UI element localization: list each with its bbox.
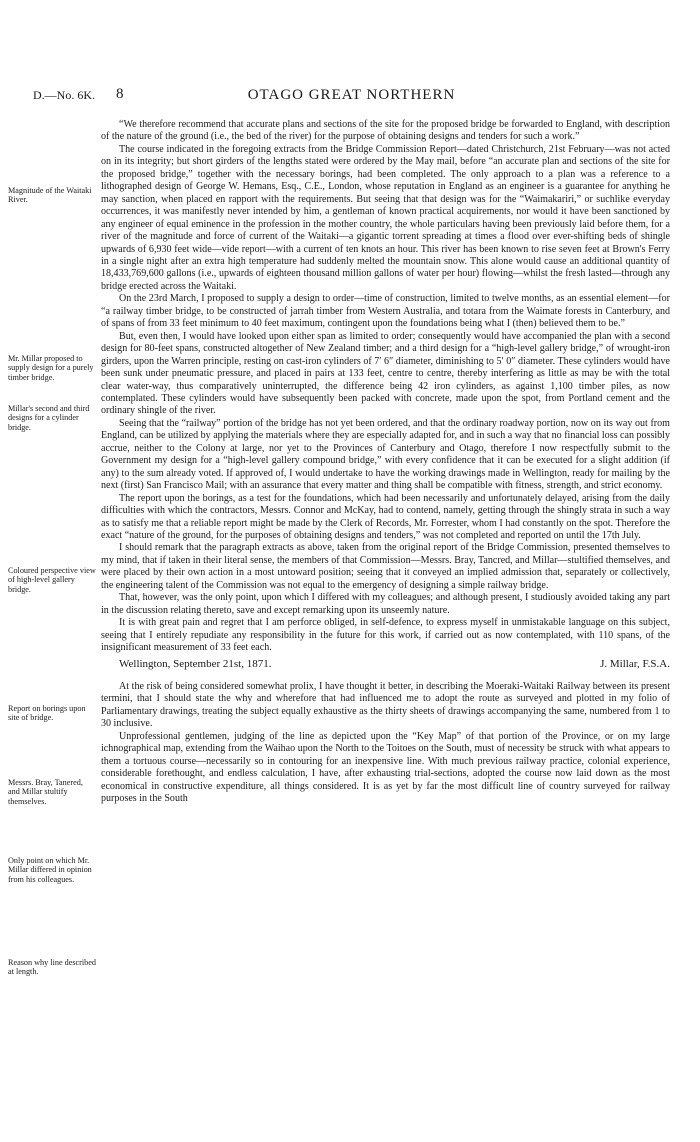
paragraph-recommendation: “We therefore recommend that accurate plans and sections of the site for the proposed bridge be forwarded to England, with description of the nature of the ground (i.e., the bed of the river) for the purpose of obtaining designs and tenders for such a work.” <box>101 119 670 143</box>
sidenote-borings-report: Report on borings upon site of bridge. <box>8 704 86 723</box>
signature-line <box>101 658 670 670</box>
sidenote-perspective-view: Coloured perspective view of high-level gallery bridge. <box>8 566 96 594</box>
paragraph-course-indicated: The course indicated in the foregoing extracts from the Bridge Commission Report—dated Christchurch, 21st February—was not acted on in its integrity; but short girders of the lengths stated were ordered by the May mail, before “an accurate plan and sections of the site for the proposed bridge,” together with the necessary borings, had been completed. The only approach to a plan was a reference to a lithographed design of George W. Hemans, Esq., C.E., London, whose reputation in England as an engineer is a guarantee for anything he may sanction, when placed en rapport with the requirements. But seeing that that design was for the “Waimakariri,” or suchlike everyday occurrences, it was manifestly never intended by him, a gentleman of known practical acquirements, nor would it have been sanctioned by any engineer of equal eminence in the profession in the mother country, the whole particulars having been previously laid before them, for a river of the magnitude and force of current of the Waitaki—a gigantic torrent spreading at times a flood over ever-shifting beds of shingle upwards of 6,930 feet wide—vide report—with a current of ten knots an hour. This river has been known to rise seven feet at Brown's Ferry in a single night after an extra high temperature had suddenly melted the mountain snow. This alone would cause an additional quantity of 18,433,769,600 gallons (i.e., upwards of eighteen thousand million gallons of water per hour) flowing—whilst the fresh lasted—through any bridge erected across the Waitaki. <box>101 143 670 292</box>
page-header <box>33 88 670 108</box>
signature-place-date: Wellington, September 21st, 1871. <box>119 658 272 671</box>
page-number: 8 <box>116 86 124 102</box>
document-body <box>101 119 670 805</box>
paragraph-alternative-designs: But, even then, I would have looked upon either span as limited to order; consequently would have accompanied the plan with a second design for 80-feet spans, constructed altogether of New Zealand timber; and a third design for a “high-level gallery bridge,” of wrought-iron girders, upon the Warren principle, resting on cast-iron cylinders of 7′ 6″ diameter, diminishing to 5′ 0″ diameter. These cylinders would have been sunk under pneumatic pressure, and placed in pairs at 133 feet, centre to centre, thereby interfering as little as may be with the total clear water-way, thus comparatively uninterrupted, the difference being 42 iron cylinders, as against 1,100 timber piles, as now contemplated. These cylinders would have subsequently been packed with concrete, made upon the spot, from Portland cement and the ordinary shingle of the river. <box>101 330 670 417</box>
page-title: OTAGO GREAT NORTHERN <box>247 87 456 103</box>
sidenote-cylinder-designs: Millar's second and third designs for a cylinder bridge. <box>8 404 90 432</box>
paragraph-only-point: That, however, was the only point, upon which I differed with my colleagues; and although present, I studiously avoided taking any part in the discussion relating thereto, save and except remarking upon its unseemly nature. <box>101 592 670 616</box>
paragraph-responsibility: It is with great pain and regret that I am perforce obliged, in self-defence, to express myself in unmistakable language on this subject, seeing that I entirely repudiate any responsibility in the future for this work, if carried out as now contemplated, with 110 spans, of the insignificant measurement of 33 feet each. <box>101 617 670 654</box>
sidenote-commission-members: Messrs. Bray, Tanered, and Millar stultify themselves. <box>8 778 83 806</box>
sidenote-timber-bridge: Mr. Millar proposed to supply design for a purely timber bridge. <box>8 354 94 382</box>
paragraph-unprofessional: Unprofessional gentlemen, judging of the line as depicted upon the “Key Map” of that portion of the Province, or on my large ichnographical map, extending from the Waihao upon the North to the Toitoes on the South, must of necessity be struck with what appears to them a tortuous course—necessarily so in contouring for an inexpensive line. With much previous railway practice, colonial experience, considerable forethought, and endless calculation, I have, after exhausting trial-sections, adopted the course now laid down as the most economical in constructive expenditure, all things considered. It is as yet by far the most difficult line of country surveyed for railway purposes in the South <box>101 730 670 805</box>
sidenote-only-point: Only point on which Mr. Millar differed in opinion from his colleagues. <box>8 856 92 884</box>
paragraph-timber-design: On the 23rd March, I proposed to supply a design to order—time of construction, limited to twelve months, as an essential element—for “a railway timber bridge, to be constructed of jarrah timber from Western Australia, and totara from the Waimate forests in Canterbury, and of spans of from 33 feet minimum to 40 feet maximum, contingent upon the foundations being what I (then) believed them to be.” <box>101 293 670 330</box>
paragraph-borings: The report upon the borings, as a test for the foundations, which had been necessarily and unfortunately delayed, arising from the daily difficulties with which the contractors, Messrs. Connor and McKay, had to contend, namely, getting through the shingly strata in such a way as to satisfy me that a reliable report might be made by the Clerk of Records, Mr. Forrester, whom I had constantly on the spot. Therefore the exact “nature of the ground, for the purposes of obtaining designs and tenders,” was not completed and reported on until the 17th July. <box>101 492 670 541</box>
paragraph-gallery-bridge: Seeing that the “railway” portion of the bridge has not yet been ordered, and that the ordinary roadway portion, now on its way out from England, can be utilized by applying the materials where they are especially adapted for, and in such a way that no financial loss can possibly accrue, neither to the Colony at large, nor yet to the Provinces of Canterbury and Otago, therefore I now respectfully submit to the Government my design for a “high-level gallery compound bridge,” with every confidence that it can be executed for a slight addition (if any) to the sum already voted. If approved of, I would undertake to have the working drawings made in Wellington, ready for mailing by the next (first) San Francisco Mail; with an assurance that every matter and thing shall be compatible with fitness, strength, and strict economy. <box>101 417 670 492</box>
paragraph-commission-remark: I should remark that the paragraph extracts as above, taken from the original report of the Bridge Commission, presented themselves to my mind, that if taken in their literal sense, the members of that Commission—Messrs. Bray, Tancred, and Millar—stultified themselves, and were placed by their own action in a most untoward position; seeing that it conveyed an implied admission that, separately or collectively, the engineering talent of the Commission was not equal to the emergency of designing a simple railway bridge. <box>101 542 670 591</box>
document-reference: D.—No. 6K. <box>33 88 95 102</box>
sidenote-waitaki-magnitude: Magnitude of the Waitaki River. <box>8 186 92 205</box>
sidenote-reason-for-length: Reason why line described at length. <box>8 958 96 977</box>
paragraph-route-description: At the risk of being considered somewhat prolix, I have thought it better, in describing the Moeraki-Waitaki Railway between its present termini, that I should state the why and wherefore that had influenced me to adopt the route as surveyed and plotted in my folio of Parliamentary drawings, treating the subject equally exhaustive as the thirty sheets of drawings accompanying the same, numbered from 1 to 30 inclusive. <box>101 680 670 730</box>
signature-name: J. Millar, F.S.A. <box>600 658 670 671</box>
